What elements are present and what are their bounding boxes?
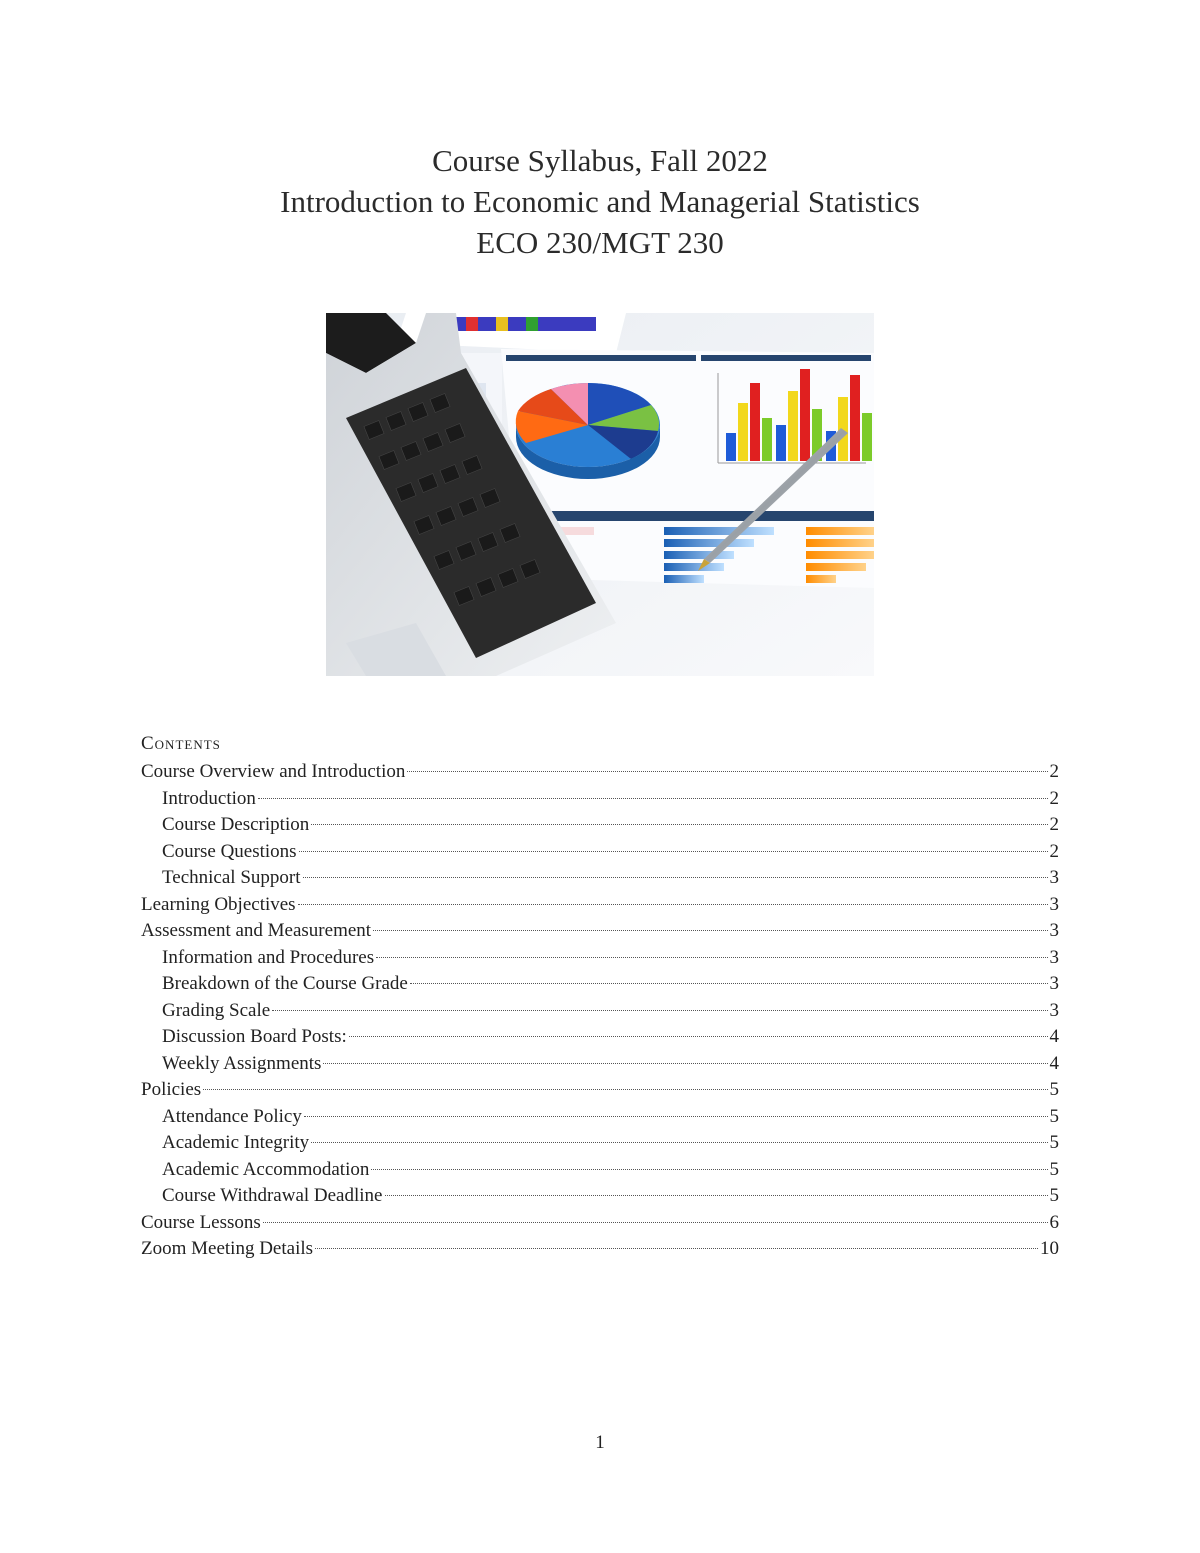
toc-entry[interactable] [141, 1077, 1059, 1104]
toc-dot-leader [311, 824, 1047, 825]
toc-entry-title: Course Description [162, 814, 310, 835]
toc-dot-leader [315, 1248, 1038, 1249]
toc-dot-leader [203, 1089, 1047, 1090]
toc-entry[interactable] [141, 1236, 1059, 1263]
toc-entry-title: Course Questions [162, 840, 297, 862]
toc-dot-leader [407, 771, 1047, 772]
toc-entry-page: 10 [1040, 1238, 1059, 1259]
toc-entry-title: Breakdown of the Course Grade [162, 973, 408, 994]
toc-entry-title: Attendance Policy [162, 1105, 302, 1127]
toc-entry-title: Academic Accommodation [162, 1158, 370, 1180]
toc-entry-title: Introduction [162, 787, 256, 809]
toc-dot-leader [258, 798, 1048, 799]
toc-entry-page: 3 [1049, 999, 1059, 1021]
toc-entry-title: Weekly Assignments [162, 1052, 322, 1074]
toc-entry[interactable] [141, 998, 1059, 1025]
toc-entry[interactable] [141, 812, 1059, 839]
toc-entry-page: 3 [1049, 893, 1059, 915]
toc-entry-title: Course Lessons [141, 1211, 261, 1233]
toc-entry-page: 4 [1049, 1026, 1059, 1047]
toc-dot-leader [304, 1116, 1048, 1117]
toc-entry[interactable] [141, 1183, 1059, 1210]
toc-entry[interactable] [141, 971, 1059, 998]
toc-entry-title: Grading Scale [162, 999, 271, 1021]
toc-entry-title: Academic Integrity [162, 1132, 310, 1153]
toc-entry[interactable] [141, 1051, 1059, 1078]
toc-entry-page: 5 [1049, 1105, 1059, 1127]
title-line-3: ECO 230/MGT 230 [476, 225, 724, 260]
toc-entry[interactable] [141, 839, 1059, 866]
toc-heading: Contents [141, 733, 221, 754]
toc-entry-title: Information and Procedures [162, 946, 375, 968]
document-title [0, 140, 1200, 263]
toc-entry-page: 3 [1049, 946, 1059, 968]
toc-entry-page: 2 [1049, 814, 1059, 835]
toc-entry-page: 5 [1049, 1158, 1059, 1180]
toc-entry[interactable] [141, 1024, 1059, 1051]
toc-entry-page: 3 [1049, 973, 1059, 994]
toc-dot-leader [373, 930, 1047, 931]
title-line-1: Course Syllabus, Fall 2022 [432, 143, 768, 178]
toc-dot-leader [298, 904, 1048, 905]
toc-entry[interactable] [141, 1210, 1059, 1237]
toc-dot-leader [349, 1036, 1048, 1037]
toc-entry-page: 4 [1049, 1052, 1059, 1074]
toc-entry-page: 3 [1049, 920, 1059, 941]
toc-entry[interactable] [141, 759, 1059, 786]
toc-dot-leader [371, 1169, 1047, 1170]
toc-entry-page: 5 [1049, 1132, 1059, 1153]
toc-dot-leader [376, 957, 1047, 958]
toc-entry-title: Assessment and Measurement [141, 920, 372, 941]
toc-dot-leader [263, 1222, 1048, 1223]
toc-entry[interactable] [141, 918, 1059, 945]
toc-dot-leader [299, 851, 1048, 852]
toc-entry-page: 2 [1049, 761, 1059, 782]
table-of-contents [141, 733, 1059, 1263]
toc-dot-leader [410, 983, 1048, 984]
toc-dot-leader [311, 1142, 1047, 1143]
toc-entry[interactable] [141, 1157, 1059, 1184]
toc-dot-leader [323, 1063, 1047, 1064]
toc-entry[interactable] [141, 786, 1059, 813]
toc-entry-page: 3 [1049, 867, 1059, 888]
toc-entry-title: Learning Objectives [141, 893, 296, 915]
toc-entry-page: 2 [1049, 787, 1059, 809]
toc-entry[interactable] [141, 892, 1059, 919]
toc-dot-leader [303, 877, 1048, 878]
toc-dot-leader [272, 1010, 1047, 1011]
toc-entry-title: Discussion Board Posts: [162, 1026, 347, 1047]
toc-entry-page: 5 [1049, 1185, 1059, 1206]
toc-entry[interactable] [141, 1130, 1059, 1157]
toc-list [141, 759, 1059, 1263]
toc-entry[interactable] [141, 865, 1059, 892]
toc-entry[interactable] [141, 945, 1059, 972]
title-line-2: Introduction to Economic and Managerial Statistics [280, 184, 920, 219]
toc-entry-title: Technical Support [162, 867, 301, 888]
toc-entry-title: Policies [141, 1079, 202, 1100]
toc-entry-page: 5 [1049, 1079, 1059, 1100]
toc-dot-leader [385, 1195, 1048, 1196]
toc-entry-title: Course Withdrawal Deadline [162, 1185, 383, 1206]
page-number: 1 [595, 1432, 605, 1453]
toc-entry[interactable] [141, 1104, 1059, 1131]
laptop-charts-photo [326, 313, 874, 676]
toc-entry-title: Zoom Meeting Details [141, 1238, 314, 1259]
toc-entry-page: 2 [1049, 840, 1059, 862]
toc-entry-page: 6 [1049, 1211, 1059, 1233]
toc-entry-title: Course Overview and Introduction [141, 761, 406, 782]
